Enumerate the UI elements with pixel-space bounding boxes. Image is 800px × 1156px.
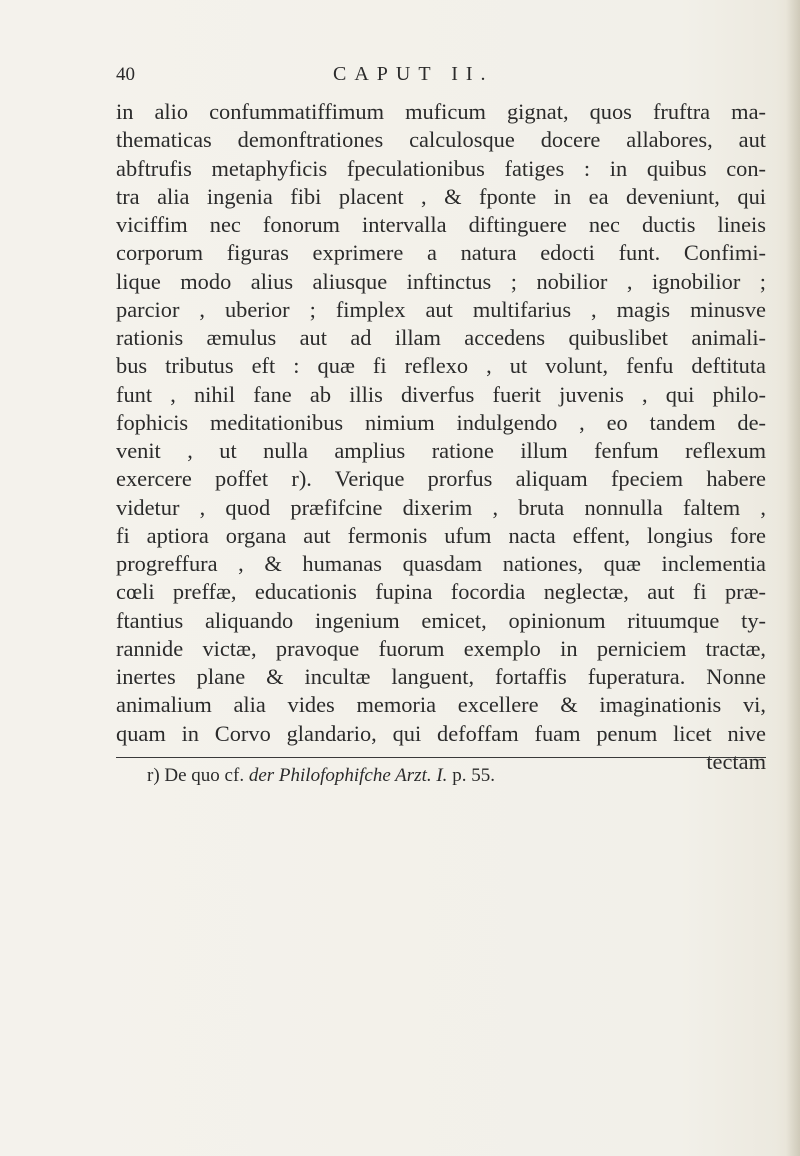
- text-line: quam in Corvo glandario, qui defoffam fuam penum licet nive: [116, 720, 766, 746]
- text-line: parcior , uberior ; fimplex aut multifarius , magis minusve: [116, 296, 766, 322]
- footnote-rule: [116, 757, 766, 758]
- text-line: venit , ut nulla amplius ratione illum fenfum reflexum: [116, 438, 766, 463]
- text-line: rannide victæ, pravoque fuorum exemplo in perniciem tractæ,: [116, 635, 766, 661]
- text-line: fi aptiora organa aut fermonis ufum nacta effent, longius fore: [116, 522, 766, 548]
- running-head: CAPUT II.: [333, 63, 494, 85]
- footnote-text-prefix: De quo cf.: [164, 765, 245, 786]
- text-line: corporum figuras exprimere a natura edocti funt. Confimi-: [116, 240, 766, 266]
- text-line: lique modo alius aliusque inftinctus ; nobilior , ignobilior ;: [116, 268, 766, 294]
- text-line: abftrufis metaphyficis fpeculationibus fatiges : in quibus con-: [116, 155, 766, 181]
- text-line: bus tributus eft : quæ fi reflexo , ut volunt, fenfu deftituta: [116, 353, 766, 379]
- text-line: rationis æmulus aut ad illam accedens quibuslibet animali-: [116, 325, 766, 350]
- footnote-marker: r): [147, 765, 160, 786]
- text-line: inertes plane & incultæ languent, fortaffis fuperatura. Nonne: [116, 664, 766, 689]
- text-line: exercere poffet r). Verique prorfus aliquam fpeciem habere: [116, 466, 766, 492]
- text-line: cœli preffæ, educationis fupina focordia neglectæ, aut fi præ-: [116, 579, 766, 605]
- text-line: fophicis meditationibus nimium indulgendo , eo tandem de-: [116, 409, 766, 435]
- text-line: progreffura , & humanas quasdam nationes, quæ inclementia: [116, 551, 766, 576]
- page-number: 40: [116, 64, 135, 85]
- footnote-text-suffix: p. 55.: [452, 765, 495, 786]
- text-line: funt , nihil fane ab illis diverfus fuerit juvenis , qui philo-: [116, 381, 766, 407]
- text-line: tra alia ingenia fibi placent , & fponte in ea deveniunt, qui: [116, 183, 766, 209]
- text-line: in alio confummatiffimum muficum gignat, quos fruftra ma-: [116, 99, 766, 124]
- text-line: thematicas demonftrationes calculosque docere allabores, aut: [116, 127, 766, 153]
- text-line: animalium alia vides memoria excellere & imaginationis vi,: [116, 692, 766, 718]
- text-line: videtur , quod præfifcine dixerim , bruta nonnulla faltem ,: [116, 494, 766, 520]
- page-edge-shadow: [786, 0, 800, 1156]
- footnote: [147, 765, 495, 787]
- text-line: viciffim nec fonorum intervalla diftinguere nec ductis lineis: [116, 212, 766, 237]
- text-line: ftantius aliquando ingenium emicet, opinionum rituumque ty-: [116, 607, 766, 633]
- text-line: tectam: [706, 748, 766, 774]
- footnote-text-italic: der Philofophifche Arzt. I.: [248, 765, 448, 786]
